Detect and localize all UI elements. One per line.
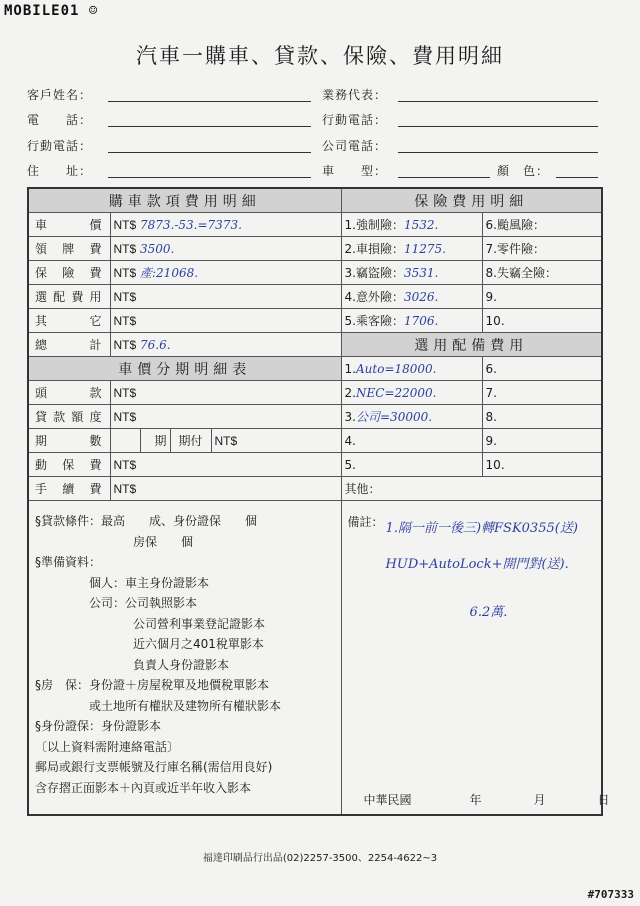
color-line <box>556 176 598 178</box>
purchase-label-total: 總計 <box>28 333 110 357</box>
insurance-item-10: 10. <box>482 309 602 333</box>
phone-label: 電 話： <box>27 113 93 127</box>
installment-label-loan-amount: 貸款額度 <box>28 405 110 429</box>
car-model-label: 車 型： <box>322 164 388 178</box>
options-heading: 選用配備費用 <box>341 333 602 357</box>
insurance-label: 1.強制險： <box>344 218 404 232</box>
installment-value-down-payment: NT$ <box>110 381 341 405</box>
company-phone-label: 公司電話： <box>322 139 388 153</box>
remarks-handwritten-line-2: HUD+AutoLock+開門對(送). <box>385 557 569 572</box>
nt-prefix: NT$ <box>113 337 137 352</box>
handwritten-value: 公司=30000. <box>356 410 433 424</box>
handwritten-value: 1706. <box>404 314 439 328</box>
purchase-label-insurance-fee: 保險費 <box>28 261 110 285</box>
remarks-panel <box>341 501 610 816</box>
insurance-heading: 保險費用明細 <box>341 188 602 213</box>
option-label: 1. <box>344 361 356 376</box>
nt-prefix: NT$ <box>113 241 137 256</box>
nt-prefix: NT$ <box>113 217 137 232</box>
date-month: 月 <box>533 793 546 807</box>
date-era: 中華民國 <box>363 793 412 807</box>
option-label: 3. <box>344 410 356 424</box>
insurance-label: 2.車損險： <box>344 242 404 256</box>
docs-contact-note: 〔以上資料需附連絡電話〕 <box>35 739 180 754</box>
customer-name-label: 客戶姓名： <box>27 88 93 102</box>
insurance-label: 3.竊盜險： <box>344 266 404 280</box>
loan-conditions: §貸款條件：最高 成、身份證保 個 <box>35 514 258 528</box>
phone-line <box>108 125 311 127</box>
option-item-4 <box>341 429 482 453</box>
address-line <box>108 176 311 178</box>
option-item-5 <box>341 453 482 477</box>
option-item-7: 7. <box>482 381 602 405</box>
date-year: 年 <box>469 793 482 807</box>
expense-form-table <box>27 187 610 816</box>
option-label: 5. <box>344 457 356 472</box>
company-phone-line <box>398 151 598 153</box>
option-item-6: 6. <box>482 357 602 381</box>
handwritten-value: NEC=22000. <box>356 385 437 400</box>
option-item-10: 10. <box>482 453 602 477</box>
installment-value-handling-fee: NT$ <box>110 477 341 501</box>
house-guarantee: 房保 個 <box>133 534 194 549</box>
purchase-value-insurance-fee <box>110 261 341 285</box>
insurance-label: 4.意外險： <box>344 290 404 304</box>
handwritten-value: 7873.-53.=7373. <box>140 217 242 232</box>
handwritten-value: 1532. <box>404 218 439 232</box>
docs-company-owner-id: 負責人身份證影本 <box>133 657 230 672</box>
handwritten-value: 3531. <box>404 266 439 280</box>
page-title: 汽車一購車、貸款、保險、費用明細 <box>136 44 504 68</box>
insurance-item-4 <box>341 285 482 309</box>
option-item-3 <box>341 405 482 429</box>
purchase-value-options-fee <box>110 285 341 309</box>
date-day: 日 <box>597 793 610 807</box>
docs-deposit: 含存摺正面影本＋內頁或近半年收入影本 <box>35 780 252 795</box>
purchase-label-plate-fee: 領牌費 <box>28 237 110 261</box>
insurance-item-2 <box>341 237 482 261</box>
handwritten-value: 3026. <box>404 290 439 304</box>
loan-notes-panel <box>28 501 341 816</box>
installment-heading: 車價分期明細表 <box>28 357 341 381</box>
insurance-item-6: 6.颱風險： <box>482 213 602 237</box>
purchase-value-other <box>110 309 341 333</box>
sales-rep-line <box>398 100 598 102</box>
remarks-handwritten-line-3: 6.2萬. <box>469 605 508 620</box>
docs-company-registration: 公司營利事業登記證影本 <box>133 616 266 631</box>
docs-house-deeds: 或土地所有權狀及建物所有權狀影本 <box>89 698 282 713</box>
purchase-label-options-fee: 選配費用 <box>28 285 110 309</box>
mobile-line-left <box>108 151 311 153</box>
handwritten-value: Auto=18000. <box>356 361 437 376</box>
remarks-handwritten-line-1: 1.隔一前一後三)轉FSK0355(送) <box>385 521 578 536</box>
purchase-label-other: 其它 <box>28 309 110 333</box>
installment-per-payment-label: 期付 <box>170 429 211 453</box>
installment-label-handling-fee: 手續費 <box>28 477 110 501</box>
docs-company-tax: 近六個月之401稅單影本 <box>133 637 264 651</box>
installment-label-down-payment: 頭款 <box>28 381 110 405</box>
purchase-label-car-price: 車價 <box>28 213 110 237</box>
insurance-item-5 <box>341 309 482 333</box>
corner-tag: #707333 <box>587 888 634 901</box>
docs-personal: 個人：車主身份證影本 <box>89 575 210 590</box>
purchase-value-car-price <box>110 213 341 237</box>
mobile01-watermark-logo: MOBILE01 ☺ <box>4 3 99 19</box>
installment-periods-blank <box>110 429 140 453</box>
smiley-icon: ☺ <box>88 3 99 19</box>
docs-heading: §準備資料： <box>35 555 102 569</box>
insurance-label: 5.乘客險： <box>344 314 404 328</box>
handwritten-value: 3500. <box>140 241 175 256</box>
option-item-9: 9. <box>482 429 602 453</box>
option-item-1 <box>341 357 482 381</box>
remarks-label: 備註： <box>347 515 384 529</box>
installment-value-loan-amount: NT$ <box>110 405 341 429</box>
handwritten-value: 76.6. <box>140 337 171 352</box>
installment-period-unit: 期 <box>140 429 170 453</box>
insurance-item-3 <box>341 261 482 285</box>
installment-label-periods: 期數 <box>28 429 110 453</box>
insurance-item-1 <box>341 213 482 237</box>
option-label: 4. <box>344 433 356 448</box>
mobile-label-right: 行動電話： <box>322 113 388 127</box>
nt-prefix: NT$ <box>113 289 137 304</box>
purchase-value-total <box>110 333 341 357</box>
nt-prefix: NT$ <box>113 313 137 328</box>
handwritten-value: 11275. <box>404 242 446 256</box>
insurance-item-7: 7.零件險： <box>482 237 602 261</box>
docs-bank: 郵局或銀行支票帳號及行庫名稱(需信用良好) <box>35 760 273 774</box>
printer-footer: 福達印刷品行出品(02)2257-3500、2254-4622~3 <box>202 853 438 864</box>
installment-per-payment-value: NT$ <box>211 429 341 453</box>
customer-name-line <box>108 100 311 102</box>
installment-value-security-fee: NT$ <box>110 453 341 477</box>
installment-label-security-fee: 動保費 <box>28 453 110 477</box>
nt-prefix: NT$ <box>113 266 137 280</box>
docs-house-guarantee: §房 保：身份證＋房屋稅單及地價稅單影本 <box>35 678 270 692</box>
option-item-2 <box>341 381 482 405</box>
insurance-item-9: 9. <box>482 285 602 309</box>
color-label: 顏 色： <box>497 164 550 178</box>
options-other: 其他： <box>341 477 602 501</box>
option-item-8: 8. <box>482 405 602 429</box>
car-model-line <box>398 176 490 178</box>
option-label: 2. <box>344 385 356 400</box>
purchase-heading: 購車款項費用明細 <box>28 188 341 213</box>
address-label: 住 址： <box>27 164 93 178</box>
mobile-line-right <box>398 125 598 127</box>
sales-rep-label: 業務代表： <box>322 88 388 102</box>
handwritten-value: 產:21068. <box>140 266 199 280</box>
purchase-value-plate-fee <box>110 237 341 261</box>
mobile-label-left: 行動電話： <box>27 139 93 153</box>
docs-id-guarantee: §身份證保：身份證影本 <box>35 719 162 733</box>
insurance-item-8: 8.失竊全險： <box>482 261 602 285</box>
docs-company: 公司：公司執照影本 <box>89 596 198 610</box>
